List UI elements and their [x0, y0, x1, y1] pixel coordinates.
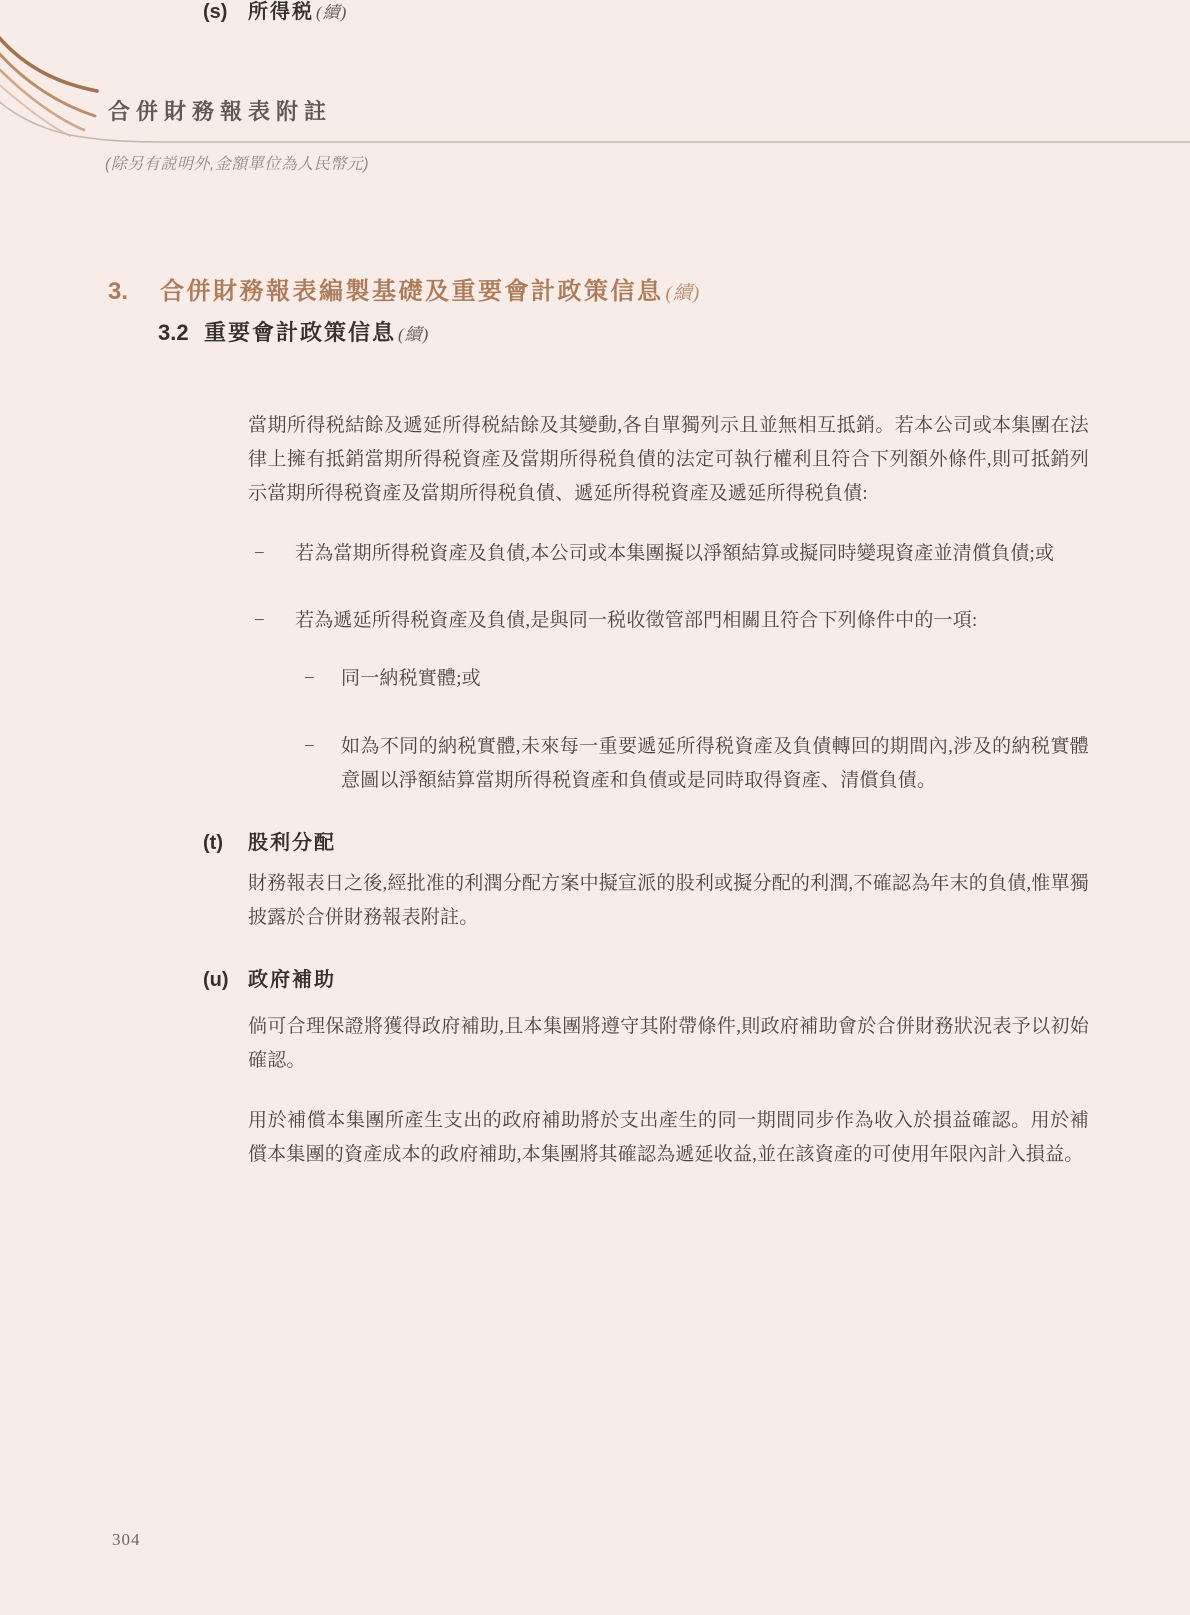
item-title-u: 政府補助	[248, 969, 336, 991]
section-heading-3	[108, 277, 700, 308]
section-title: 合併財務報表編製基礎及重要會計政策信息	[160, 278, 664, 305]
item-title-s: 所得税	[248, 1, 314, 23]
sub-bullet-same-entity	[300, 662, 1089, 696]
paragraph-dividend-distribution: 財務報表日之後,經批准的利潤分配方案中擬宣派的股利或擬分配的利潤,不確認為年末的負債,惟單獨披露於合併財務報表附註。	[248, 873, 1089, 928]
item-label-t: (t)	[203, 832, 223, 854]
bullet-dash-icon: −	[304, 668, 315, 689]
bullet-item-current-tax	[248, 537, 1089, 571]
bullet-dash-icon: −	[304, 736, 315, 757]
bullet-dash-icon: −	[254, 543, 265, 564]
item-heading-t	[203, 831, 336, 856]
item-heading-s	[203, 0, 347, 25]
paragraph-income-tax: 當期所得税結餘及遞延所得税結餘及其變動,各自單獨列示且並無相互抵銷。若本公司或本集團在法律上擁有抵銷當期所得税資產及當期所得税負債的法定可執行權利且符合下列額外條件,則可抵銷列示當期所得税資產及當期所得税負債、遞延所得税資產及遞延所得税負債:	[248, 415, 1089, 504]
bullet-text: 同一納税實體;或	[341, 668, 481, 689]
page-number: 304	[112, 1530, 141, 1549]
bullet-text: 若為遞延所得税資產及負債,是與同一税收徵管部門相關且符合下列條件中的一項:	[295, 610, 978, 631]
bullet-dash-icon: −	[254, 610, 265, 631]
item-label-s: (s)	[203, 1, 228, 23]
item-heading-u	[203, 968, 336, 993]
item-label-u: (u)	[203, 969, 229, 991]
bullet-text: 若為當期所得税資產及負債,本公司或本集團擬以淨額結算或擬同時變現資產並清償負債;或	[295, 543, 1055, 564]
subsection-heading-3-2	[158, 319, 429, 348]
swirl-arc-3	[0, 66, 84, 130]
paragraph-government-grants-1: 倘可合理保證將獲得政府補助,且本集團將遵守其附帶條件,則政府補助會於合併財務狀況表予以初始確認。	[248, 1016, 1089, 1071]
document-title: 合併財務報表附註	[108, 99, 333, 124]
bullet-text: 如為不同的納税實體,未來每一重要遞延所得税資產及負債轉回的期間內,涉及的納税實體意圖以淨額結算當期所得税資產和負債或是同時取得資產、清償負債。	[341, 736, 1089, 791]
subsection-continued-note: (續)	[398, 325, 430, 344]
bullet-item-deferred-tax	[248, 604, 1089, 638]
document-subtitle: (除另有説明外,金額單位為人民幣元)	[105, 156, 370, 173]
subsection-number: 3.2	[158, 320, 189, 345]
sub-bullet-different-entities	[300, 730, 1089, 798]
subsection-title: 重要會計政策信息	[204, 320, 397, 345]
section-number: 3.	[108, 278, 129, 305]
item-continued-note-s: (續)	[316, 3, 348, 22]
swirl-arc-4	[0, 82, 70, 136]
section-continued-note: (續)	[665, 283, 701, 304]
decorative-swirl	[0, 0, 1190, 150]
item-title-t: 股利分配	[248, 832, 336, 854]
paragraph-government-grants-2: 用於補償本集團所產生支出的政府補助將於支出產生的同一期間同步作為收入於損益確認。用於補償本集團的資產成本的政府補助,本集團將其確認為遞延收益,並在該資產的可使用年限內計入損益。	[248, 1110, 1089, 1165]
